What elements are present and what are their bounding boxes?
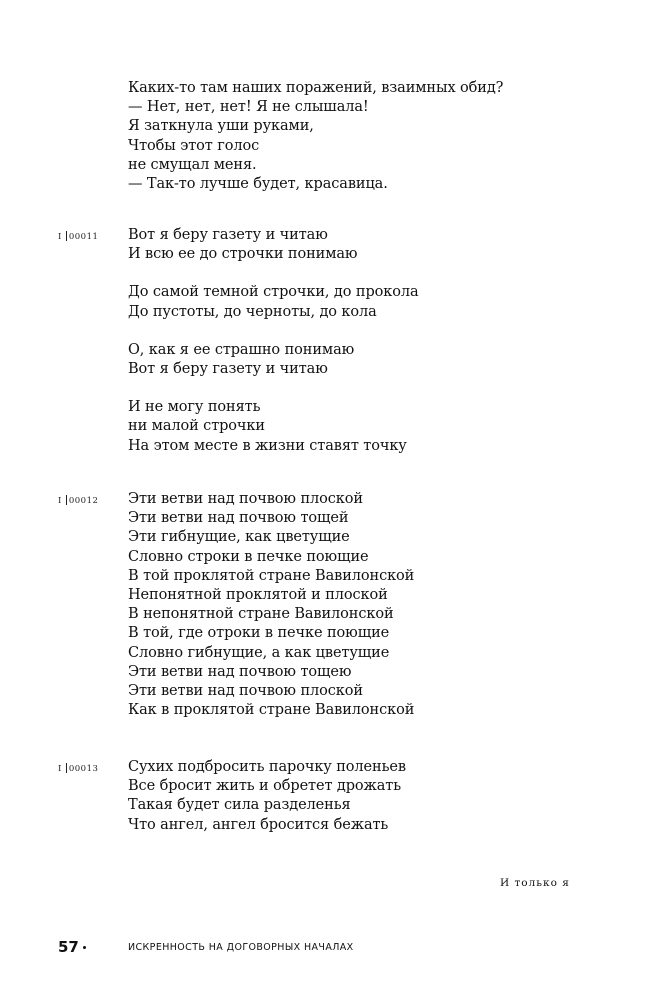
poem-number-prefix: I <box>58 764 62 774</box>
poem-line: В той, где отроки в печке поющие <box>128 625 390 642</box>
poem-number-prefix: I <box>58 232 62 242</box>
poem-line: Как в проклятой стране Вавилонской <box>128 702 415 719</box>
poem-line: Сухих подбросить парочку поленьев <box>128 759 406 775</box>
poem-00013 <box>128 758 406 835</box>
catchword: И только я <box>500 877 570 889</box>
poem-line: Эти ветви над почвою плоской <box>128 683 363 700</box>
poem-00011 <box>128 226 419 456</box>
poem-line: Все бросит жить и обретет дрожать <box>128 778 402 795</box>
poem-line: Вот я беру газету и читаю <box>128 227 328 243</box>
poem-line: На этом месте в жизни ставят точку <box>128 437 407 454</box>
poem-line: — Так-то лучше будет, красавица. <box>128 176 388 193</box>
poem-line: Эти ветви над почвою тощей <box>128 510 349 527</box>
poem-line: Такая будет сила разделенья <box>128 797 351 814</box>
continuation-stanza <box>128 79 503 194</box>
poem-number-value: 00013 <box>68 764 99 774</box>
stanza-break <box>128 379 419 398</box>
poem-line: Эти ветви над почвою плоской <box>128 491 363 507</box>
poem-line: Я заткнула уши руками, <box>128 118 314 135</box>
poem-line: До самой темной строчки, до прокола <box>128 284 419 301</box>
poem-line: Непонятной проклятой и плоской <box>128 587 388 604</box>
poem-line: До пустоты, до черноты, до кола <box>128 303 377 320</box>
poem-line: Эти гибнущие, как цветущие <box>128 529 350 546</box>
number-divider <box>66 231 67 241</box>
poem-00012 <box>128 490 414 720</box>
poem-line: В той проклятой стране Вавилонской <box>128 567 415 584</box>
poem-line: ни малой строчки <box>128 418 265 435</box>
poem-number <box>58 763 98 774</box>
poem-number <box>58 495 98 506</box>
poem-number <box>58 231 98 242</box>
poem-line: Чтобы этот голос <box>128 137 260 154</box>
poem-line: Словно гибнущие, а как цветущие <box>128 644 390 661</box>
stanza-break <box>128 322 419 341</box>
page-number-dot <box>83 946 86 949</box>
poem-number-value: 00012 <box>68 496 99 506</box>
poem-number-prefix: I <box>58 496 62 506</box>
page-number-value: 57 <box>58 938 79 956</box>
poem-line: О, как я ее страшно понимаю <box>128 341 355 358</box>
number-divider <box>66 763 67 773</box>
poem-line: Словно строки в печке поющие <box>128 548 369 565</box>
poem-line: не смущал меня. <box>128 156 257 173</box>
poem-line: И не могу понять <box>128 399 261 416</box>
poem-number-value: 00011 <box>68 232 99 242</box>
poem-line: — Нет, нет, нет! Я не слышала! <box>128 99 369 116</box>
page-number <box>58 938 86 956</box>
poem-line: Что ангел, ангел бросится бежать <box>128 816 389 833</box>
stanza-break <box>128 264 419 283</box>
number-divider <box>66 495 67 505</box>
poem-line: В непонятной стране Вавилонской <box>128 606 394 623</box>
poem-line: Вот я беру газету и читаю <box>128 361 328 378</box>
poem-line: Эти ветви над почвою тощею <box>128 663 352 680</box>
running-title: ИСКРЕННОСТЬ НА ДОГОВОРНЫХ НАЧАЛАХ <box>128 942 354 953</box>
poem-line: Каких-то там наших поражений, взаимных обид? <box>128 80 504 96</box>
poem-line: И всю ее до строчки понимаю <box>128 246 358 263</box>
